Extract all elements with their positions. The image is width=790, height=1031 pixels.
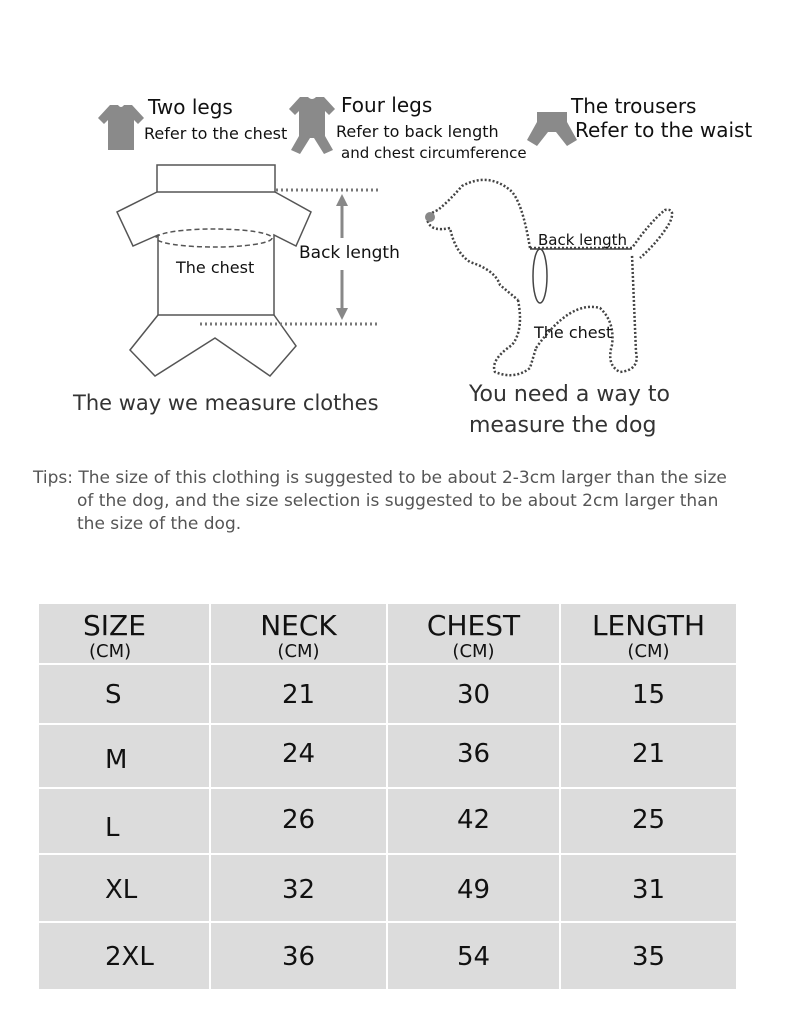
four-legs-title: Four legs: [341, 93, 433, 117]
chest-cell: [388, 855, 561, 923]
size-cell: [39, 855, 211, 923]
header-cell-neck: [211, 604, 388, 665]
header-length-unit: (CM): [627, 641, 670, 662]
header-neck-unit: (CM): [277, 641, 320, 662]
neck-value: 21: [281, 680, 316, 710]
length-value: 31: [631, 875, 666, 905]
chest-cell: [388, 789, 561, 855]
clothes-caption: The way we measure clothes: [73, 391, 379, 415]
two-legs-desc: Refer to the chest: [144, 124, 288, 143]
table-header-row: [39, 604, 736, 665]
header-cell-length: [561, 604, 736, 665]
tips-line2: of the dog, and the size selection is suggested to be about 2cm larger than: [77, 491, 719, 511]
size-value: S: [105, 680, 122, 710]
clothes-chest-label: The chest: [176, 258, 255, 277]
length-value: 25: [631, 805, 666, 835]
neck-cell: [211, 725, 388, 789]
clothes-back-length-label: Back length: [299, 243, 400, 263]
dog-caption-line1: You need a way to: [469, 382, 670, 407]
chest-value: 54: [456, 942, 491, 972]
chest-value: 30: [456, 680, 491, 710]
header-chest-name: CHEST: [426, 609, 521, 642]
chest-cell: [388, 725, 561, 789]
length-value: 21: [631, 739, 666, 769]
dog-outline-diagram: [0, 0, 790, 420]
neck-cell: [211, 923, 388, 989]
length-cell: [561, 789, 736, 855]
header-size-unit: (CM): [89, 641, 132, 662]
dog-caption-line2: measure the dog: [469, 413, 657, 438]
size-value: 2XL: [105, 942, 154, 972]
dog-back-length-label: Back length: [538, 231, 627, 249]
size-value: XL: [105, 875, 138, 905]
table-row: [39, 725, 736, 789]
table-row: [39, 855, 736, 923]
header-neck-name: NECK: [260, 609, 337, 642]
size-cell: [39, 665, 211, 725]
table-row: [39, 665, 736, 725]
neck-value: 32: [281, 875, 316, 905]
header-chest-unit: (CM): [452, 641, 495, 662]
four-legs-desc-line1: Refer to back length: [336, 122, 499, 141]
table-row: [39, 923, 736, 989]
two-legs-title: Two legs: [148, 95, 233, 119]
neck-cell: [211, 665, 388, 725]
chest-value: 36: [456, 739, 491, 769]
length-cell: [561, 725, 736, 789]
length-value: 35: [631, 942, 666, 972]
size-value: M: [105, 745, 128, 775]
size-chart-table: [39, 604, 736, 989]
four-legs-desc-line2: and chest circumference: [341, 144, 527, 162]
chest-value: 49: [456, 875, 491, 905]
dog-chest-label: The chest: [534, 323, 613, 342]
length-value: 15: [631, 680, 666, 710]
trousers-title: The trousers: [571, 94, 697, 118]
size-cell: [39, 923, 211, 989]
tips-line3: the size of the dog.: [77, 514, 242, 534]
neck-cell: [211, 789, 388, 855]
chest-cell: [388, 923, 561, 989]
header-size-name: SIZE: [83, 609, 146, 642]
trousers-desc: Refer to the waist: [575, 118, 753, 142]
neck-cell: [211, 855, 388, 923]
tips-line1: Tips: The size of this clothing is suggested to be about 2-3cm larger than the size: [33, 468, 727, 488]
size-cell: [39, 789, 211, 855]
neck-value: 26: [281, 805, 316, 835]
chest-cell: [388, 665, 561, 725]
header-cell-chest: [388, 604, 561, 665]
neck-value: 36: [281, 942, 316, 972]
chest-value: 42: [456, 805, 491, 835]
length-cell: [561, 665, 736, 725]
neck-value: 24: [281, 739, 316, 769]
length-cell: [561, 923, 736, 989]
size-value: L: [105, 813, 120, 843]
table-row: [39, 789, 736, 855]
size-cell: [39, 725, 211, 789]
length-cell: [561, 855, 736, 923]
header-length-name: LENGTH: [591, 609, 706, 642]
header-cell-size: [39, 604, 211, 665]
